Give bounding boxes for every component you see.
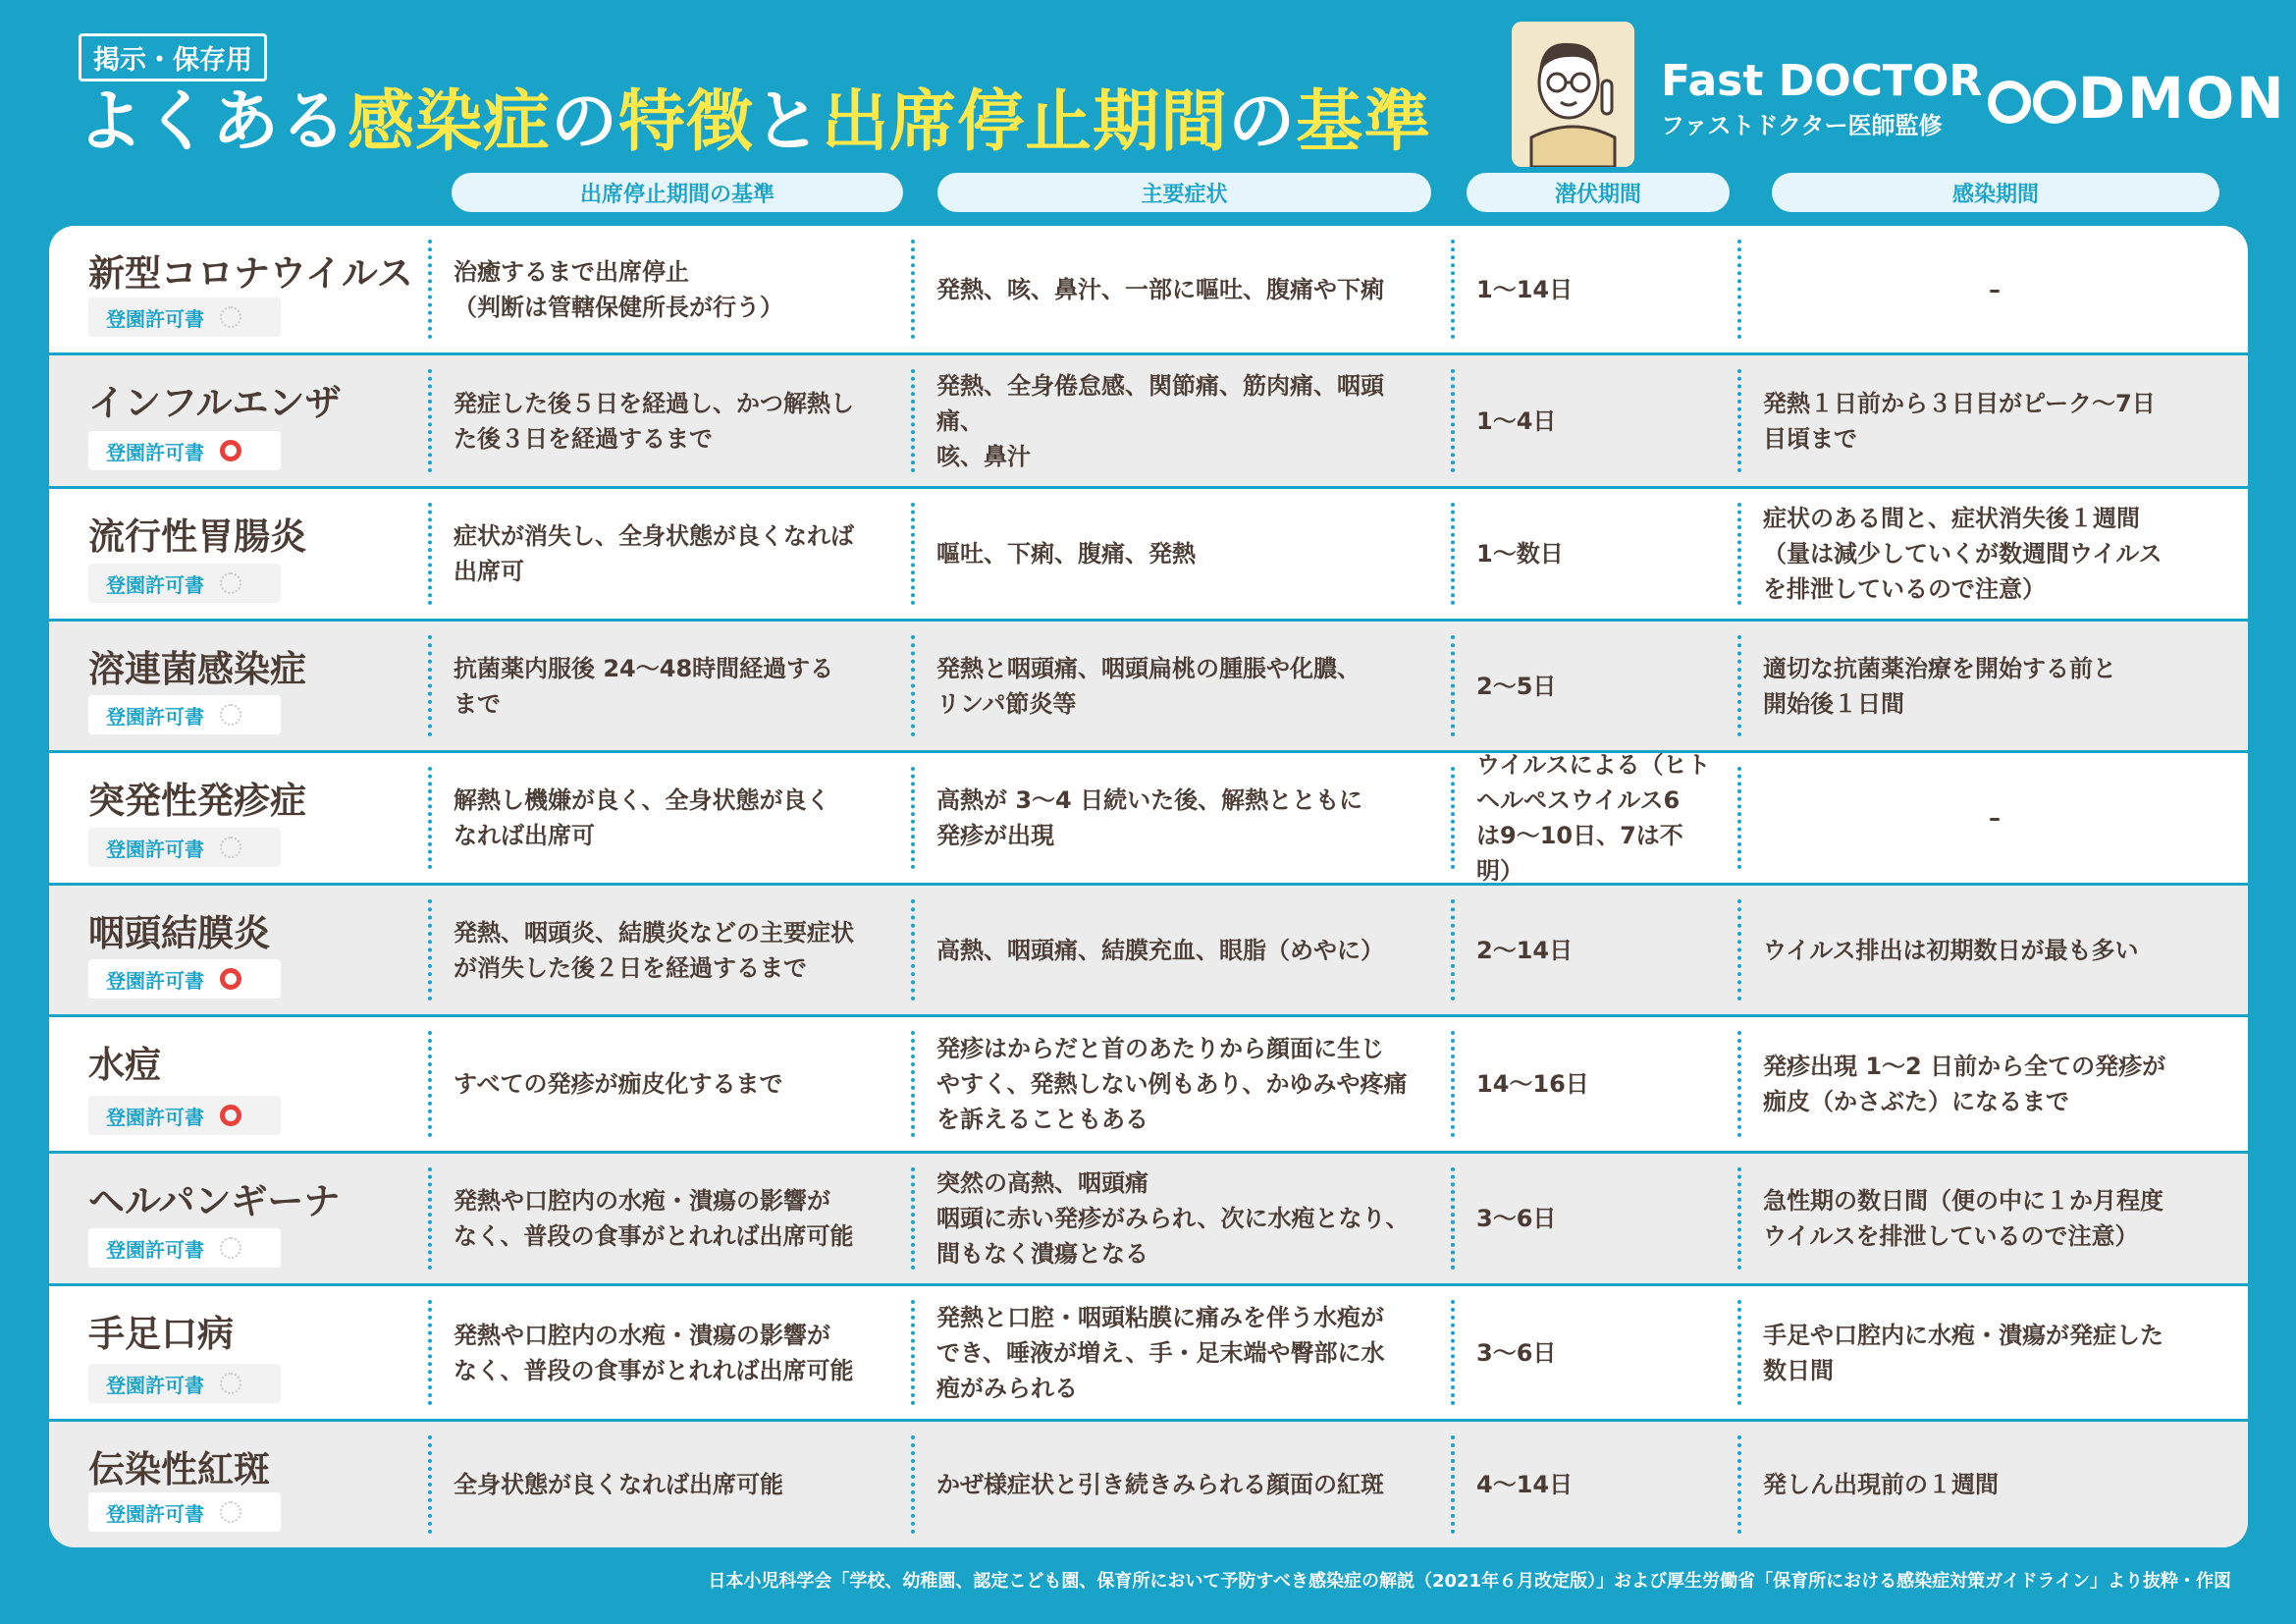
- incubation-cell-text: 2〜14日: [1476, 936, 1574, 964]
- permit-badge: [88, 298, 281, 337]
- permit-required-icon: [220, 440, 241, 461]
- incubation-cell-text: 1〜4日: [1476, 406, 1557, 435]
- incubation-cell: [1451, 899, 1737, 1001]
- symptoms-cell: [911, 240, 1451, 339]
- fast-doctor-name: Fast DOCTOR: [1661, 56, 1983, 106]
- permit-not-required-icon: [220, 704, 241, 726]
- symptoms-cell: [911, 1300, 1451, 1405]
- symptoms-cell-text: 発熱、全身倦怠感、関節痛、筋肉痛、咽頭痛、 咳、鼻汁: [936, 371, 1384, 470]
- column-header-symptoms: 主要症状: [937, 173, 1431, 212]
- disease-cell: [49, 355, 428, 486]
- criteria-cell-text: 発熱や口腔内の水疱・潰瘍の影響が なく、普段の食事がとれれば出席可能: [454, 1187, 854, 1250]
- criteria-cell-text: 全身状態が良くなれば出席可能: [454, 1471, 783, 1498]
- codmon-c-icon: [1988, 81, 2031, 124]
- permit-not-required-icon: [220, 1237, 241, 1259]
- permit-required-icon: [220, 968, 241, 990]
- symptoms-cell: [911, 503, 1451, 605]
- permit-label: 登園許可書: [106, 837, 204, 861]
- symptoms-cell: [911, 767, 1451, 869]
- incubation-cell: [1451, 1167, 1737, 1270]
- title-part: 感染症: [347, 83, 552, 161]
- disease-name: 突発性発疹症: [88, 780, 306, 822]
- table-row: [49, 1422, 2248, 1547]
- codmon-logo: [1988, 65, 2286, 132]
- codmon-o-icon: [2033, 81, 2076, 124]
- infectious-cell-text: –: [1989, 804, 2001, 832]
- disease-cell: [49, 1286, 428, 1419]
- table-row: [49, 1017, 2248, 1154]
- disease-name: 水痘: [88, 1044, 161, 1086]
- table-row: [49, 622, 2248, 753]
- criteria-cell-text: 症状が消失し、全身状態が良くなれば 出席可: [454, 522, 854, 585]
- infectious-cell-text: 適切な抗菌薬治療を開始する前と 開始後１日間: [1763, 654, 2116, 718]
- infectious-cell-text: 発疹出現 1〜2 日前から全ての発疹が 痂皮（かさぶた）になるまで: [1763, 1053, 2166, 1115]
- incubation-cell-text: 2〜5日: [1476, 672, 1557, 700]
- incubation-cell-text: 4〜14日: [1476, 1471, 1574, 1498]
- permit-label: 登園許可書: [106, 306, 204, 331]
- incubation-cell: [1451, 240, 1737, 339]
- title-part: 特徴: [618, 83, 755, 161]
- table-row: [49, 753, 2248, 886]
- criteria-cell-text: 発熱や口腔内の水疱・潰瘍の影響が なく、普段の食事がとれれば出席可能: [454, 1321, 854, 1384]
- permit-label: 登園許可書: [106, 1373, 204, 1397]
- disease-cell: [49, 1017, 428, 1151]
- infectious-cell-text: –: [1989, 275, 2001, 303]
- fast-doctor-sub: ファストドクター医師監修: [1661, 112, 1943, 139]
- incubation-cell-text: 3〜6日: [1476, 1205, 1557, 1232]
- symptoms-cell-text: 発熱と咽頭痛、咽頭扁桃の腫脹や化膿、 リンパ節炎等: [936, 654, 1361, 718]
- permit-label: 登園許可書: [106, 572, 204, 597]
- title-part: 基準: [1296, 83, 1432, 161]
- column-header-infectious: 感染期間: [1772, 173, 2219, 212]
- infectious-cell: [1737, 1031, 2248, 1137]
- criteria-cell-text: 解熱し機嫌が良く、全身状態が良く なれば出席可: [454, 786, 830, 849]
- permit-label: 登園許可書: [106, 1237, 204, 1262]
- permit-badge: [88, 695, 281, 734]
- criteria-cell: [428, 1300, 911, 1405]
- symptoms-cell: [911, 635, 1451, 736]
- infectious-cell-text: 症状のある間と、症状消失後１週間 （量は減少していくが数週間ウイルス を排泄しているので注意）: [1763, 505, 2163, 603]
- infectious-cell-text: ウイルス排出は初期数日が最も多い: [1763, 936, 2139, 964]
- incubation-cell: [1451, 1435, 1737, 1534]
- criteria-cell: [428, 1167, 911, 1270]
- permit-label: 登園許可書: [106, 968, 204, 993]
- table-row: [49, 1154, 2248, 1286]
- criteria-cell-text: 発熱、咽頭炎、結膜炎などの主要症状 が消失した後２日を経過するまで: [454, 918, 854, 982]
- disease-cell: [49, 886, 428, 1014]
- disease-name: 伝染性紅斑: [88, 1448, 270, 1490]
- permit-not-required-icon: [220, 1501, 241, 1523]
- criteria-cell: [428, 1435, 911, 1534]
- disease-cell: [49, 1154, 428, 1283]
- permit-badge: [88, 1492, 281, 1532]
- table-row: [49, 1286, 2248, 1422]
- disease-name: 流行性胃腸炎: [88, 515, 306, 558]
- disease-cell: [49, 622, 428, 750]
- disease-name: 手足口病: [88, 1313, 234, 1355]
- disease-cell: [49, 1422, 428, 1547]
- infectious-cell: [1737, 503, 2248, 605]
- permit-badge: [88, 1096, 281, 1135]
- symptoms-cell-text: 嘔吐、下痢、腹痛、発熱: [936, 540, 1196, 568]
- infectious-cell-text: 発熱１日前から３日目がピーク〜7日 目頃まで: [1763, 389, 2156, 453]
- table-row: [49, 226, 2248, 355]
- symptoms-cell-text: 高熱、咽頭痛、結膜充血、眼脂（めやに）: [936, 936, 1384, 964]
- criteria-cell-text: 抗菌薬内服後 24〜48時間経過する まで: [454, 654, 834, 718]
- disease-name: 咽頭結膜炎: [88, 912, 270, 954]
- table-row: [49, 489, 2248, 622]
- disease-cell: [49, 753, 428, 883]
- incubation-cell: [1451, 1300, 1737, 1405]
- disease-cell: [49, 489, 428, 619]
- permit-not-required-icon: [220, 306, 241, 328]
- permit-badge: [88, 959, 281, 999]
- symptoms-cell: [911, 899, 1451, 1001]
- criteria-cell-text: 発症した後５日を経過し、かつ解熱し た後３日を経過するまで: [454, 389, 854, 453]
- symptoms-cell: [911, 1167, 1451, 1270]
- infectious-cell: [1737, 1435, 2248, 1534]
- incubation-cell-text: 3〜6日: [1476, 1338, 1557, 1367]
- symptoms-cell-text: かぜ様症状と引き続きみられる顔面の紅斑: [936, 1471, 1384, 1498]
- incubation-cell: [1451, 369, 1737, 472]
- symptoms-cell-text: 発熱と口腔・咽頭粘膜に痛みを伴う水疱が でき、唾液が増え、手・足末端や臀部に水 疱がみられる: [936, 1303, 1385, 1402]
- infectious-cell: [1737, 767, 2248, 869]
- criteria-cell: [428, 767, 911, 869]
- fast-doctor-logo: [1661, 57, 1982, 140]
- permit-label: 登園許可書: [106, 704, 204, 729]
- permit-badge: [88, 1228, 281, 1268]
- permit-not-required-icon: [220, 572, 241, 594]
- disease-table: [49, 226, 2248, 1547]
- incubation-cell-text: 1〜14日: [1476, 275, 1574, 303]
- symptoms-cell: [911, 1435, 1451, 1534]
- permit-label: 登園許可書: [106, 1105, 204, 1129]
- incubation-cell: [1451, 635, 1737, 736]
- criteria-cell: [428, 503, 911, 605]
- symptoms-cell-text: 高熱が 3〜4 日続いた後、解熱とともに 発疹が出現: [936, 786, 1363, 849]
- permit-label: 登園許可書: [106, 1501, 204, 1526]
- column-header-incubation: 潜伏期間: [1467, 173, 1730, 212]
- title-part: 出席停止期間: [822, 83, 1229, 161]
- incubation-cell: [1451, 1031, 1737, 1137]
- symptoms-cell-text: 発熱、咳、鼻汁、一部に嘔吐、腹痛や下痢: [936, 275, 1384, 303]
- symptoms-cell-text: 発疹はからだと首のあたりから顔面に生じ やすく、発熱しない例もあり、かゆみや疼痛 を訴えることもある: [936, 1035, 1408, 1133]
- disease-name: ヘルパンギーナ: [88, 1180, 341, 1222]
- infectious-cell-text: 急性期の数日間（便の中に１か月程度 ウイルスを排泄しているので注意）: [1763, 1187, 2163, 1250]
- codmon-text: DMON: [2078, 65, 2286, 132]
- title-part: の: [1228, 83, 1297, 161]
- usage-tag: 掲示・保存用: [79, 33, 267, 81]
- criteria-cell: [428, 635, 911, 736]
- infectious-cell: [1737, 1167, 2248, 1270]
- infectious-cell: [1737, 1300, 2248, 1405]
- header: [0, 0, 2296, 169]
- doctor-illustration-icon: [1512, 22, 1634, 167]
- criteria-cell: [428, 369, 911, 472]
- criteria-cell-text: 治癒するまで出席停止 （判断は管轄保健所長が行う）: [454, 257, 783, 321]
- infectious-cell: [1737, 899, 2248, 1001]
- incubation-cell: [1451, 503, 1737, 605]
- symptoms-cell: [911, 1031, 1451, 1137]
- disease-name: インフルエンザ: [88, 382, 342, 424]
- disease-cell: [49, 226, 428, 352]
- criteria-cell-text: すべての発疹が痂皮化するまで: [454, 1070, 783, 1098]
- incubation-cell-text: ウイルスによる（ヒト ヘルペスウイルス6 は9〜10日、7は不明）: [1476, 751, 1711, 885]
- title-part: の: [551, 83, 619, 161]
- source-note: 日本小児科学会「学校、幼稚園、認定こども園、保育所において予防すべき感染症の解説（2021年６月改定版）」および厚生労働省「保育所における感染症対策ガイドライン」より抜粋・作図: [708, 1571, 2231, 1592]
- infectious-cell: [1737, 240, 2248, 339]
- symptoms-cell: [911, 369, 1451, 472]
- incubation-cell: [1451, 751, 1737, 885]
- permit-badge: [88, 828, 281, 867]
- incubation-cell-text: 1〜数日: [1476, 540, 1564, 568]
- infectious-cell-text: 手足や口腔内に水疱・潰瘍が発症した 数日間: [1763, 1321, 2163, 1384]
- incubation-cell-text: 14〜16日: [1476, 1070, 1589, 1098]
- disease-name: 溶連菌感染症: [88, 648, 306, 690]
- table-row: [49, 355, 2248, 489]
- permit-not-required-icon: [220, 1373, 241, 1394]
- title-part: よくある: [77, 83, 348, 161]
- infectious-cell: [1737, 369, 2248, 472]
- infectious-cell-text: 発しん出現前の１週間: [1763, 1471, 1999, 1498]
- permit-not-required-icon: [220, 837, 241, 858]
- permit-badge: [88, 1364, 281, 1403]
- infectious-cell: [1737, 635, 2248, 736]
- criteria-cell: [428, 240, 911, 339]
- title-part: と: [754, 83, 823, 161]
- permit-badge: [88, 564, 281, 603]
- symptoms-cell-text: 突然の高熱、咽頭痛 咽頭に赤い発疹がみられ、次に水疱となり、 間もなく潰瘍となる: [936, 1169, 1410, 1268]
- criteria-cell: [428, 1031, 911, 1137]
- disease-name: 新型コロナウイルス: [88, 252, 413, 295]
- criteria-cell: [428, 899, 911, 1001]
- column-header-criteria: 出席停止期間の基準: [452, 173, 903, 212]
- page-title: [77, 69, 1431, 164]
- permit-badge: [88, 431, 281, 470]
- permit-label: 登園許可書: [106, 440, 204, 464]
- permit-required-icon: [220, 1105, 241, 1126]
- table-row: [49, 886, 2248, 1017]
